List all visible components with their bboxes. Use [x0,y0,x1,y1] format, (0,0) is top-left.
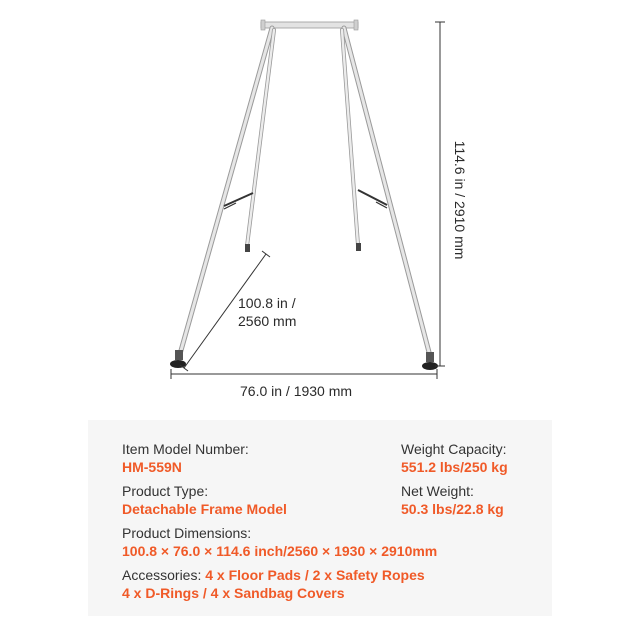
spec-product-type [122,482,287,518]
depth-dimension-line1: 100.8 in / [238,295,296,311]
accessories-line1 [122,566,425,584]
model-label: Item Model Number: [122,441,249,457]
width-dimension-label: 76.0 in / 1930 mm [240,383,353,399]
depth-dimension-line2: 2560 mm [238,312,297,329]
product-dimensions-label: Product Dimensions: [122,525,252,541]
weight-capacity-label: Weight Capacity: [401,441,507,457]
height-dimension-line [435,22,445,366]
accessories-value-line2: 4 x D-Rings / 4 x Sandbag Covers [122,585,345,601]
floor-pads [170,350,438,370]
net-weight-label: Net Weight: [401,483,474,499]
weight-capacity-value: 551.2 lbs/250 kg [401,459,508,475]
spec-weight-capacity [401,440,508,476]
model-value: HM-559N [122,459,182,475]
product-type-label: Product Type: [122,483,209,499]
spec-product-dimensions [122,524,437,560]
spec-model [122,440,249,476]
product-dimensions-value: 100.8 × 76.0 × 114.6 inch/2560 × 1930 × 2910mm [122,543,438,559]
accessories-label: Accessories: [122,567,206,583]
frame-front-legs [180,28,430,356]
product-type-value: Detachable Frame Model [122,501,287,517]
spec-panel [88,420,552,616]
net-weight-value: 50.3 lbs/22.8 kg [401,501,504,517]
height-dimension-label: 114.6 in / 2910 mm [451,140,468,260]
safety-ropes [224,190,387,209]
spec-net-weight [401,482,504,518]
width-dimension-line [171,369,437,379]
depth-dimension-label [238,295,296,330]
accessories-value-line1: 4 x Floor Pads / 2 x Safety Ropes [205,567,425,583]
spec-accessories [122,566,425,602]
